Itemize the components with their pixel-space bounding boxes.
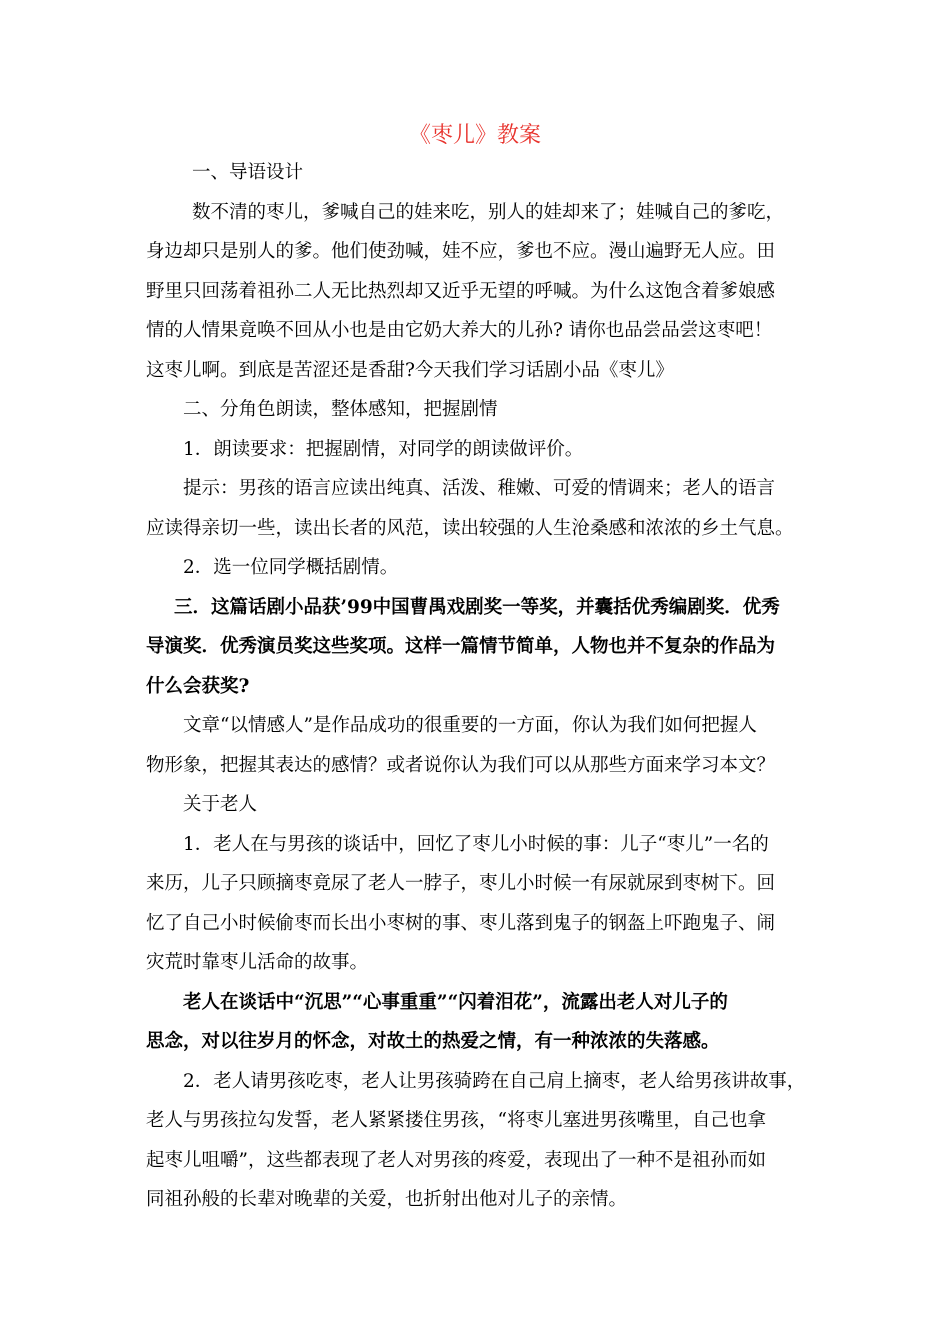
document-body [146,160,806,1227]
paragraph-line: 情的人情果竟唤不回从小也是由它奶大养大的儿孙? 请你也品尝品尝这枣吧！ [146,320,773,341]
document-title: 《枣儿》教案 [408,123,541,148]
paragraph-line: 2．老人请男孩吃枣，老人让男孩骑跨在自己肩上摘枣，老人给男孩讲故事， [183,1070,806,1092]
paragraph-line: 起枣儿咀嚼”，这些都表现了老人对男孩的疼爱，表现出了一种不是祖孙而如 [146,1149,766,1171]
subsection-heading: 关于老人 [183,794,258,815]
paragraph-line: 物形象，把握其表达的感情？或者说你认为我们可以从那些方面来学习本文？ [146,754,776,776]
paragraph-line: 思念，对以往岁月的怀念，对故土的热爱之情，有一种浓浓的失落感。 [146,1031,720,1052]
paragraph-line: 同祖孙般的长辈对晚辈的关爱，也折射出他对儿子的亲情。 [146,1189,628,1210]
paragraph-line: 应读得亲切一些，读出长者的风范，读出较强的人生沧桑感和浓浓的乡土气息。 [146,517,794,539]
paragraph-line: 文章“以情感人”是作品成功的很重要的一方面，你认为我们如何把握人 [183,715,757,736]
paragraph-line: 灾荒时靠枣儿活命的故事。 [146,952,369,973]
section-heading: 三．这篇话剧小品获’99中国曹禺戏剧奖一等奖，并囊括优秀编剧奖．优秀 [174,596,780,618]
paragraph-line: 2．选一位同学概括剧情。 [183,557,399,578]
section-heading: 二、分角色朗读，整体感知，把握剧情 [183,399,498,420]
paragraph-line: 什么会获奖? [146,675,250,697]
paragraph-line: 老人与男孩拉勾发誓，老人紧紧搂住男孩，“将枣儿塞进男孩嘴里，自己也拿 [146,1110,766,1131]
paragraph-line: 1．朗读要求：把握剧情，对同学的朗读做评价。 [183,438,584,460]
paragraph-line: 提示：男孩的语言应读出纯真、活泼、稚嫩、可爱的情调来；老人的语言 [183,478,776,499]
section-heading: 一、导语设计 [192,162,304,183]
paragraph-line: 这枣儿啊。到底是苦涩还是香甜?今天我们学习话剧小品《枣儿》 [146,359,674,381]
paragraph-line: 导演奖．优秀演员奖这些奖项。这样一篇情节简单，人物也并不复杂的作品为 [146,636,776,657]
paragraph-line: 来历，儿子只顾摘枣竟尿了老人一脖子，枣儿小时候一有尿就尿到枣树下。回 [146,873,776,894]
paragraph-line: 野里只回荡着祖孙二人无比热烈却又近乎无望的呼喊。为什么这饱含着爹娘感 [146,280,776,302]
paragraph-line: 数不清的枣儿，爹喊自己的娃来吃，别人的娃却来了；娃喊自己的爹吃， [192,201,785,223]
paragraph-line: 忆了自己小时候偷枣而长出小枣树的事、枣儿落到鬼子的钢盔上吓跑鬼子、闹 [146,912,776,934]
paragraph-line: 身边却只是别人的爹。他们使劲喊，娃不应，爹也不应。漫山遍野无人应。田 [146,241,776,262]
paragraph-line: 老人在谈话中“沉思”“心事重重”“闪着泪花”，流露出老人对儿子的 [183,991,728,1013]
paragraph-line: 1．老人在与男孩的谈话中，回忆了枣儿小时候的事：儿子“枣儿”一名的 [183,833,769,855]
